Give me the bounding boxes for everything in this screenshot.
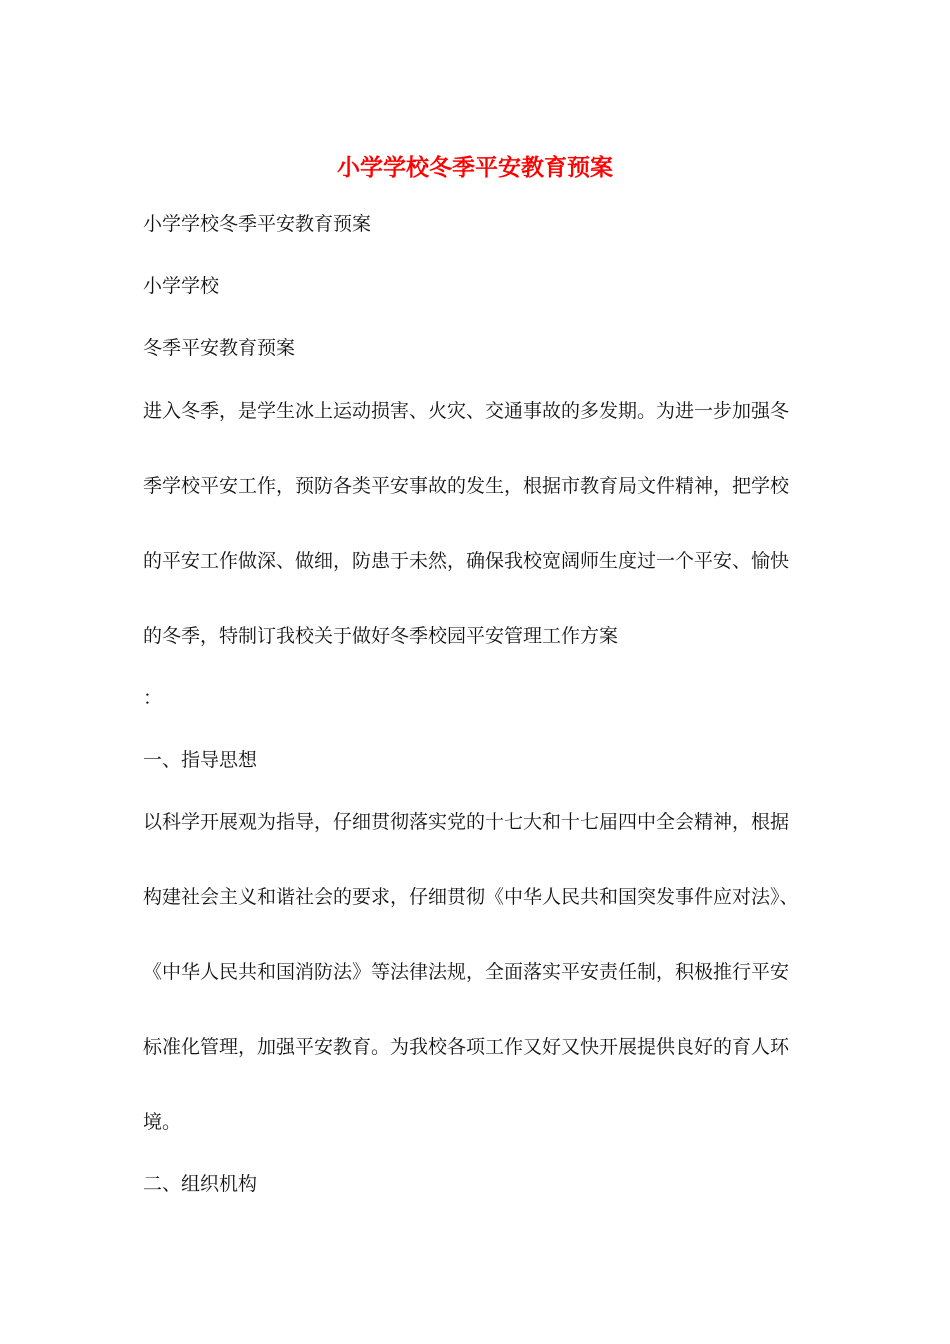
paragraph-line: 标准化管理，加强平安教育。为我校各项工作又好又快开展提供良好的育人环 [143, 1036, 790, 1058]
paragraph-line: 《中华人民共和国消防法》等法律法规，全面落实平安责任制，积极推行平安 [143, 961, 790, 983]
paragraph-line: 的冬季，特制订我校关于做好冬季校园平安管理工作方案 [143, 625, 619, 647]
paragraph-line: 以科学开展观为指导，仔细贯彻落实党的十七大和十七届四中全会精神，根据 [143, 811, 790, 833]
document-title: 小学学校冬季平安教育预案 [337, 154, 613, 181]
paragraph-line: 季学校平安工作，预防各类平安事故的发生，根据市教育局文件精神，把学校 [143, 475, 790, 497]
paragraph-line: 进入冬季，是学生冰上运动损害、火灾、交通事故的多发期。为进一步加强冬 [143, 400, 790, 422]
text-line: 小学学校冬季平安教育预案 [143, 213, 372, 235]
paragraph-line: 构建社会主义和谐社会的要求，仔细贯彻《中华人民共和国突发事件应对法》、 [143, 886, 799, 908]
paragraph-line: 的平安工作做深、做细，防患于未然，确保我校宽阔师生度过一个平安、愉快 [143, 550, 790, 572]
text-line: 冬季平安教育预案 [143, 337, 296, 359]
colon-line: ： [143, 687, 163, 709]
section-heading: 二、组织机构 [143, 1173, 258, 1195]
section-heading: 一、指导思想 [143, 749, 258, 771]
text-line: 小学学校 [143, 275, 220, 297]
paragraph-line: 境。 [143, 1111, 182, 1133]
